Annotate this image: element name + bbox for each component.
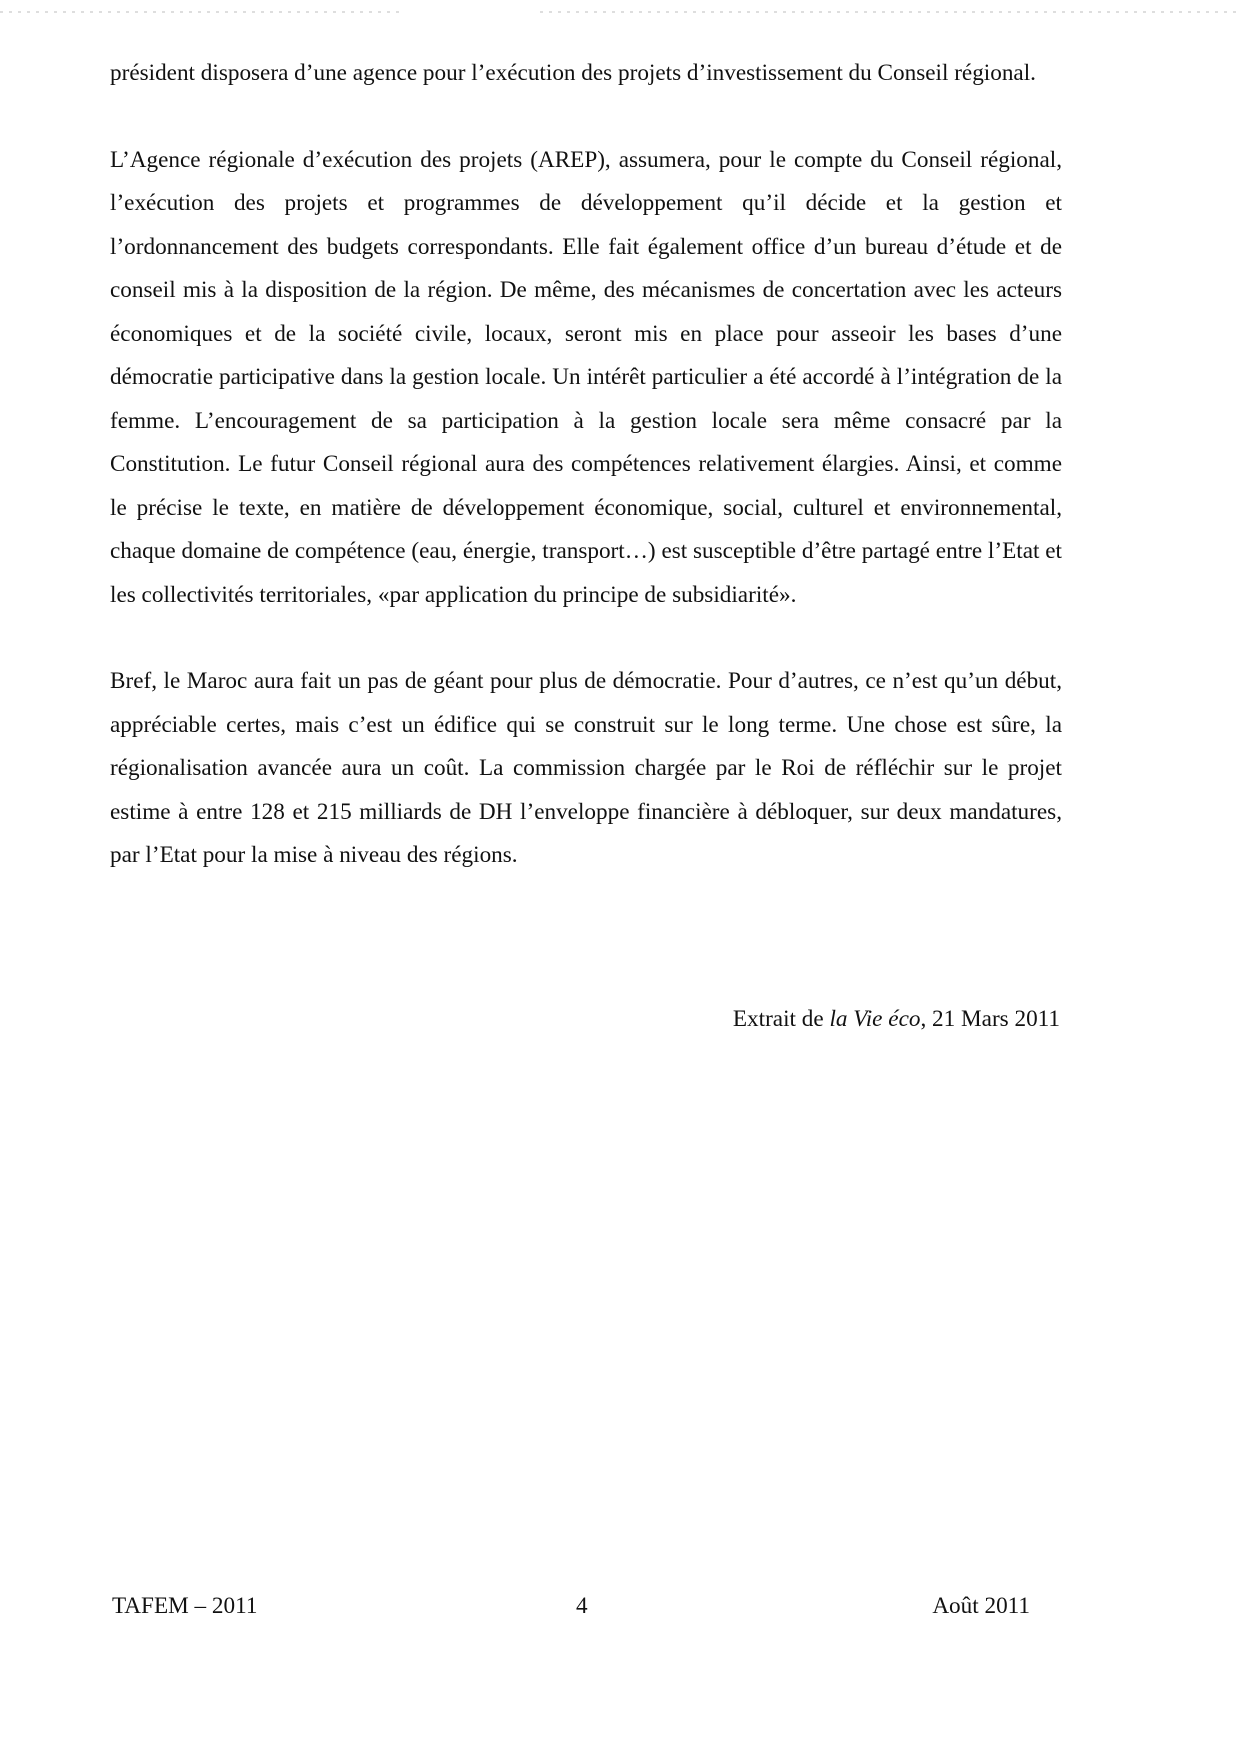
footer-date: Août 2011 (932, 1593, 1030, 1619)
paragraph-conclusion: Bref, le Maroc aura fait un pas de géant pour plus de démocratie. Pour d’autres, ce n’est qu’un début, appréciable certes, mais c’est un édifice qui se construit sur le long terme. Une chose est sûre, la régionalisation avancée aura un coût. La commission chargée par le Roi de réfléchir sur le projet estime à entre 128 et 215 milliards de DH l’enveloppe financière à débloquer, sur deux mandatures, par l’Etat pour la mise à niveau des régions. (110, 668, 1062, 868)
footer-page-number: 4 (576, 1593, 588, 1619)
article-body (110, 52, 1062, 921)
footer-exam-label: TAFEM – 2011 (112, 1593, 258, 1619)
source-date: , 21 Mars 2011 (920, 1006, 1060, 1032)
source-prefix: Extrait de (732, 1006, 830, 1032)
paragraph-continuation: président disposera d’une agence pour l’exécution des projets d’investissement du Conseil régional. (110, 60, 1036, 86)
source-citation (733, 998, 1060, 1041)
scan-edge-marks (0, 6, 1240, 20)
paragraph-arep: L’Agence régionale d’exécution des projets (AREP), assumera, pour le compte du Conseil régional, l’exécution des projets et programmes de développement qu’il décide et la gestion et l’ordonnancement des budgets correspondants. Elle fait également office d’un bureau d’étude et de conseil mis à la disposition de la région. De même, des mécanismes de concertation avec les acteurs économiques et de la société civile, locaux, seront mis en place pour asseoir les bases d’une démocratie participative dans la gestion locale. Un intérêt particulier a été accordé à l’intégration de la femme. L’encouragement de sa participation à la gestion locale sera même consacré par la Constitution. Le futur Conseil régional aura des compétences relativement élargies. Ainsi, et comme le précise le texte, en matière de développement économique, social, culturel et environnemental, chaque domaine de compétence (eau, énergie, transport…) est susceptible d’être partagé entre l’Etat et les collectivités territoriales, «par application du principe de subsidiarité». (110, 146, 1062, 608)
source-publication: la Vie éco (829, 1006, 921, 1032)
